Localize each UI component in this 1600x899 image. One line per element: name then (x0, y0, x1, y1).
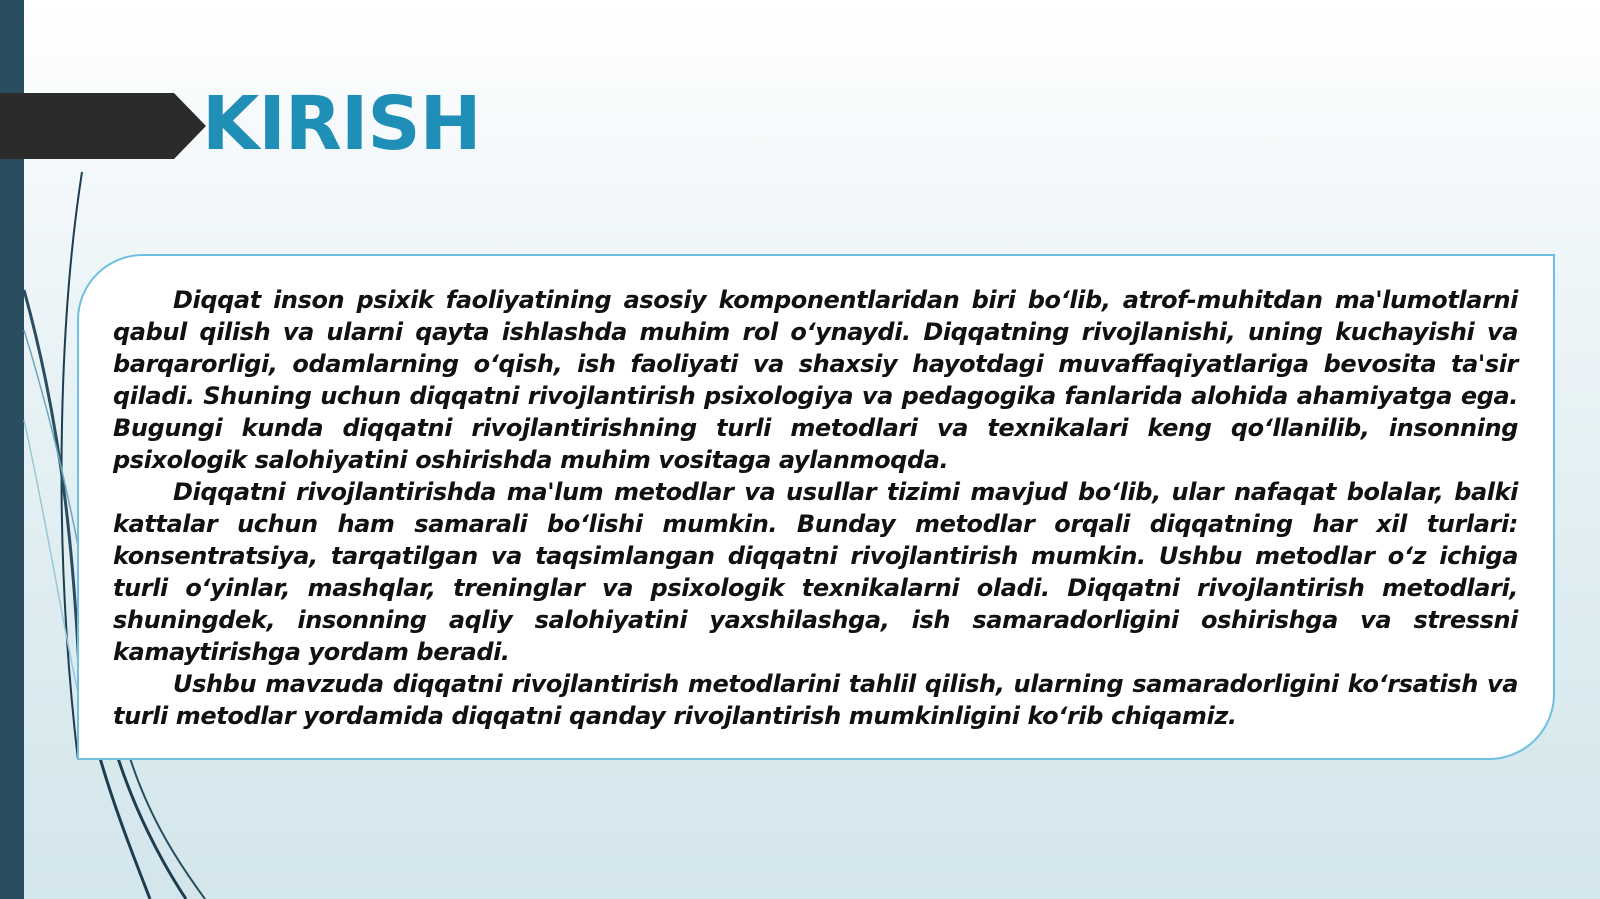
slide-title: KIRISH (202, 81, 481, 167)
paragraph-1: Diqqat inson psixik faoliyatining asosiy komponentlaridan biri bo‘lib, atrof-muhitdan ma'lumotlarni qabul qilish va ularni qayta ishlashda muhim rol o‘ynaydi. Diqqatning rivojlanishi, uning kuchayishi va barqarorligi, odamlarning o‘qish, ish faoliyati va shaxsiy hayotdagi muvaffaqiyatlariga bevosita ta'sir qiladi. Shuning uchun diqqatni rivojlantirish psixologiya va pedagogika fanlarida alohida ahamiyatga ega. Bugungi kunda diqqatni rivojlantirishning turli metodlari va texnikalari keng qo‘llanilib, insonning psixologik salohiyatini oshirishda muhim vositaga aylanmoqda. (113, 286, 1518, 474)
body-text (113, 284, 1518, 732)
paragraph-2: Diqqatni rivojlantirishda ma'lum metodlar va usullar tizimi mavjud bo‘lib, ular nafaqat bolalar, balki kattalar uchun ham samarali bo‘lishi mumkin. Bunday metodlar orqali diqqatning har xil turlari: konsentratsiya, tarqatilgan va taqsimlangan diqqatni rivojlantirish mumkin. Ushbu metodlar o‘z ichiga turli o‘yinlar, mashqlar, treninglar va psixologik texnikalarni oladi. Diqqatni rivojlantirish metodlari, shuningdek, insonning aqliy salohiyatini yaxshilashga, ish samaradorligini oshirishga va stressni kamaytirishga yordam beradi. (113, 478, 1518, 666)
paragraph-3: Ushbu mavzuda diqqatni rivojlantirish metodlarini tahlil qilish, ularning samaradorligini ko‘rsatish va turli metodlar yordamida diqqatni qanday rivojlantirish mumkinligini ko‘rib chiqamiz. (113, 670, 1518, 730)
title-arrow-shape (0, 93, 206, 159)
